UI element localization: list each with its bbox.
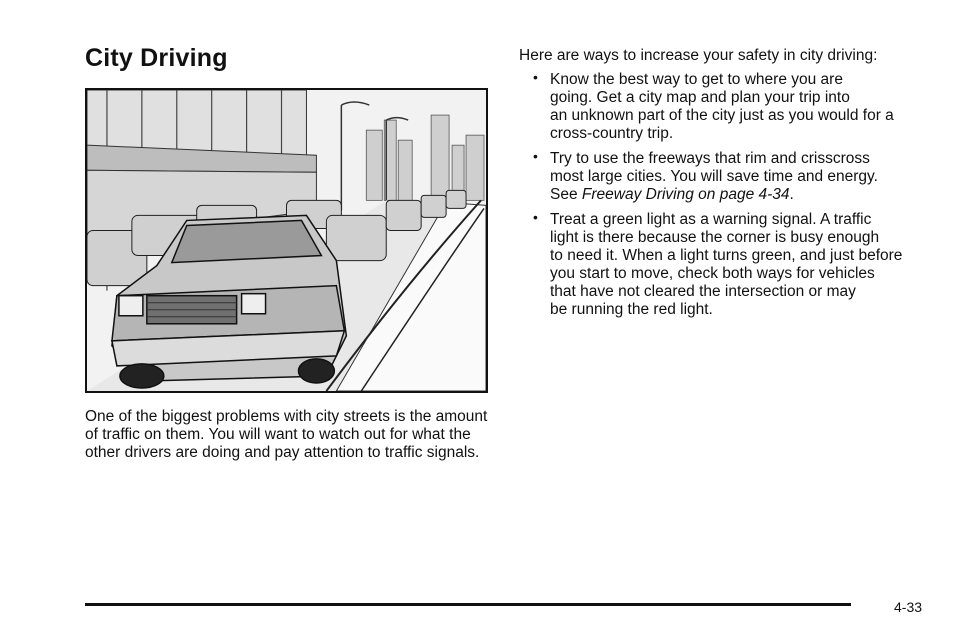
tip-text: Know the best way to get to where you are going. Get a city map and plan your trip into an unknown part of the city just as you would for a cross-country trip. [550,71,894,142]
bullet-icon: • [533,148,538,164]
tip-text-end: . [789,186,794,203]
freeway-driving-link[interactable]: Freeway Driving on page 4-34 [581,186,790,203]
footer-divider [85,603,851,606]
list-item [519,211,929,319]
tip-text: Treat a green light as a warning signal. A traffic light is there because the corner is busy enough to need it. When a light turns green, and just before you start to move, check both ways for vehicles that have not cleared the intersection or may be running the red light. [550,211,903,318]
tip-text-body: Try to use the freeways that rim and crisscross most large cities. You will save time and energy. See [550,150,878,203]
section-title: City Driving [85,44,228,72]
list-item [519,150,929,204]
tip-text [550,150,929,204]
list-item [519,71,929,143]
bullet-icon: • [533,69,538,85]
safety-tips-section [519,47,929,326]
page-number: 4-33 [894,599,923,615]
bullet-icon: • [533,209,538,225]
tips-list [519,71,929,319]
intro-paragraph: One of the biggest problems with city streets is the amount of traffic on them. You will want to watch out for what the other drivers are doing and pay attention to traffic signals. [85,408,488,461]
city-traffic-icon [87,90,486,391]
tips-lead: Here are ways to increase your safety in city driving: [519,47,878,64]
city-traffic-illustration [85,88,488,393]
